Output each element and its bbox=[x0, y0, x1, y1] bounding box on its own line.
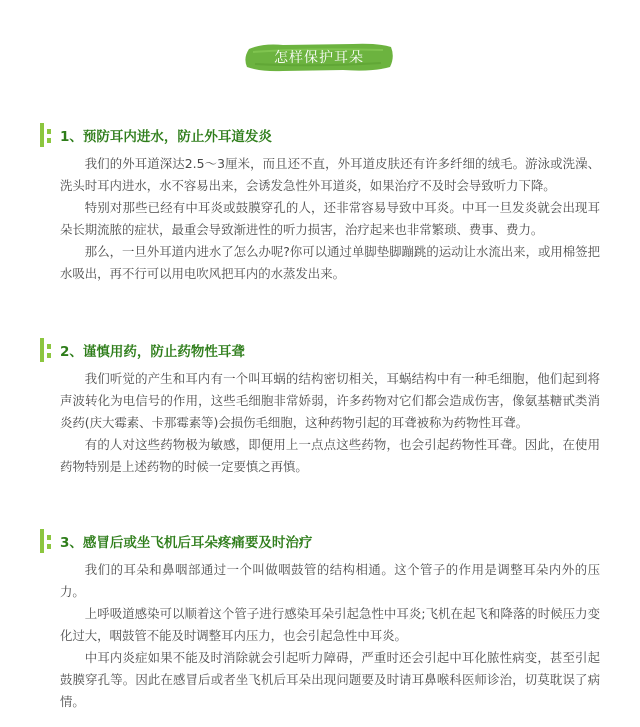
paragraph: 我们的外耳道深达2.5～3厘米，而且还不直，外耳道皮肤还有许多纤细的绒毛。游泳或洗澡、洗头时耳内进水，水不容易出来，会诱发急性外耳道炎，如果治疗不及时会导致听力下降。 bbox=[60, 156, 600, 193]
paragraph: 那么，一旦外耳道内进水了怎么办呢?你可以通过单脚垫脚蹦跳的运动让水流出来，或用棉签把水吸出，再不行可以用电吹风把耳内的水蒸发出来。 bbox=[60, 244, 600, 281]
heading-marker-icon bbox=[40, 527, 54, 555]
paragraph: 特别对那些已经有中耳炎或鼓膜穿孔的人，还非常容易导致中耳炎。中耳一旦发炎就会出现耳朵长期流脓的症状，最重会导致渐进性的听力损害，治疗起来也非常繁琐、费事、费力。 bbox=[60, 200, 600, 237]
paragraph: 我们听觉的产生和耳内有一个叫耳蜗的结构密切相关，耳蜗结构中有一种毛细胞，他们起到将声波转化为电信号的作用，这些毛细胞非常娇弱，许多药物对它们都会造成伤害，像氨基糖甙类消炎药(庆大霉素、卡那霉素等)会损伤毛细胞，这种药物引起的耳聋被称为药物性耳聋。 bbox=[60, 371, 600, 430]
title-banner bbox=[243, 40, 395, 74]
heading-marker-icon bbox=[40, 336, 54, 364]
paragraph: 我们的耳朵和鼻咽部通过一个叫做咽鼓管的结构相通。这个管子的作用是调整耳朵内外的压力。 bbox=[60, 562, 600, 599]
section-2 bbox=[0, 336, 640, 478]
section-heading-text: 3、感冒后或坐飞机后耳朵疼痛要及时治疗 bbox=[60, 535, 313, 551]
heading-marker-icon bbox=[40, 121, 54, 149]
section-heading bbox=[0, 121, 640, 149]
paragraph: 有的人对这些药物极为敏感，即便用上一点点这些药物，也会引起药物性耳聋。因此，在使用药物特别是上述药物的时候一定要慎之再慎。 bbox=[60, 437, 600, 474]
paragraph: 上呼吸道感染可以顺着这个管子进行感染耳朵引起急性中耳炎;飞机在起飞和降落的时候压力变化过大，咽鼓管不能及时调整耳内压力，也会引起急性中耳炎。 bbox=[60, 606, 600, 643]
section-heading bbox=[0, 336, 640, 364]
section-3 bbox=[0, 527, 640, 713]
section-heading-text: 1、预防耳内进水，防止外耳道发炎 bbox=[60, 129, 272, 145]
paragraph: 中耳内炎症如果不能及时消除就会引起听力障碍，严重时还会引起中耳化脓性病变，甚至引起鼓膜穿孔等。因此在感冒后或者坐飞机后耳朵出现问题要及时请耳鼻喉科医师诊治，切莫耽误了病情。 bbox=[60, 650, 600, 709]
page-title: 怎样保护耳朵 bbox=[274, 50, 364, 66]
section-1 bbox=[0, 121, 640, 285]
section-heading bbox=[0, 527, 640, 555]
section-heading-text: 2、谨慎用药，防止药物性耳聋 bbox=[60, 344, 245, 360]
